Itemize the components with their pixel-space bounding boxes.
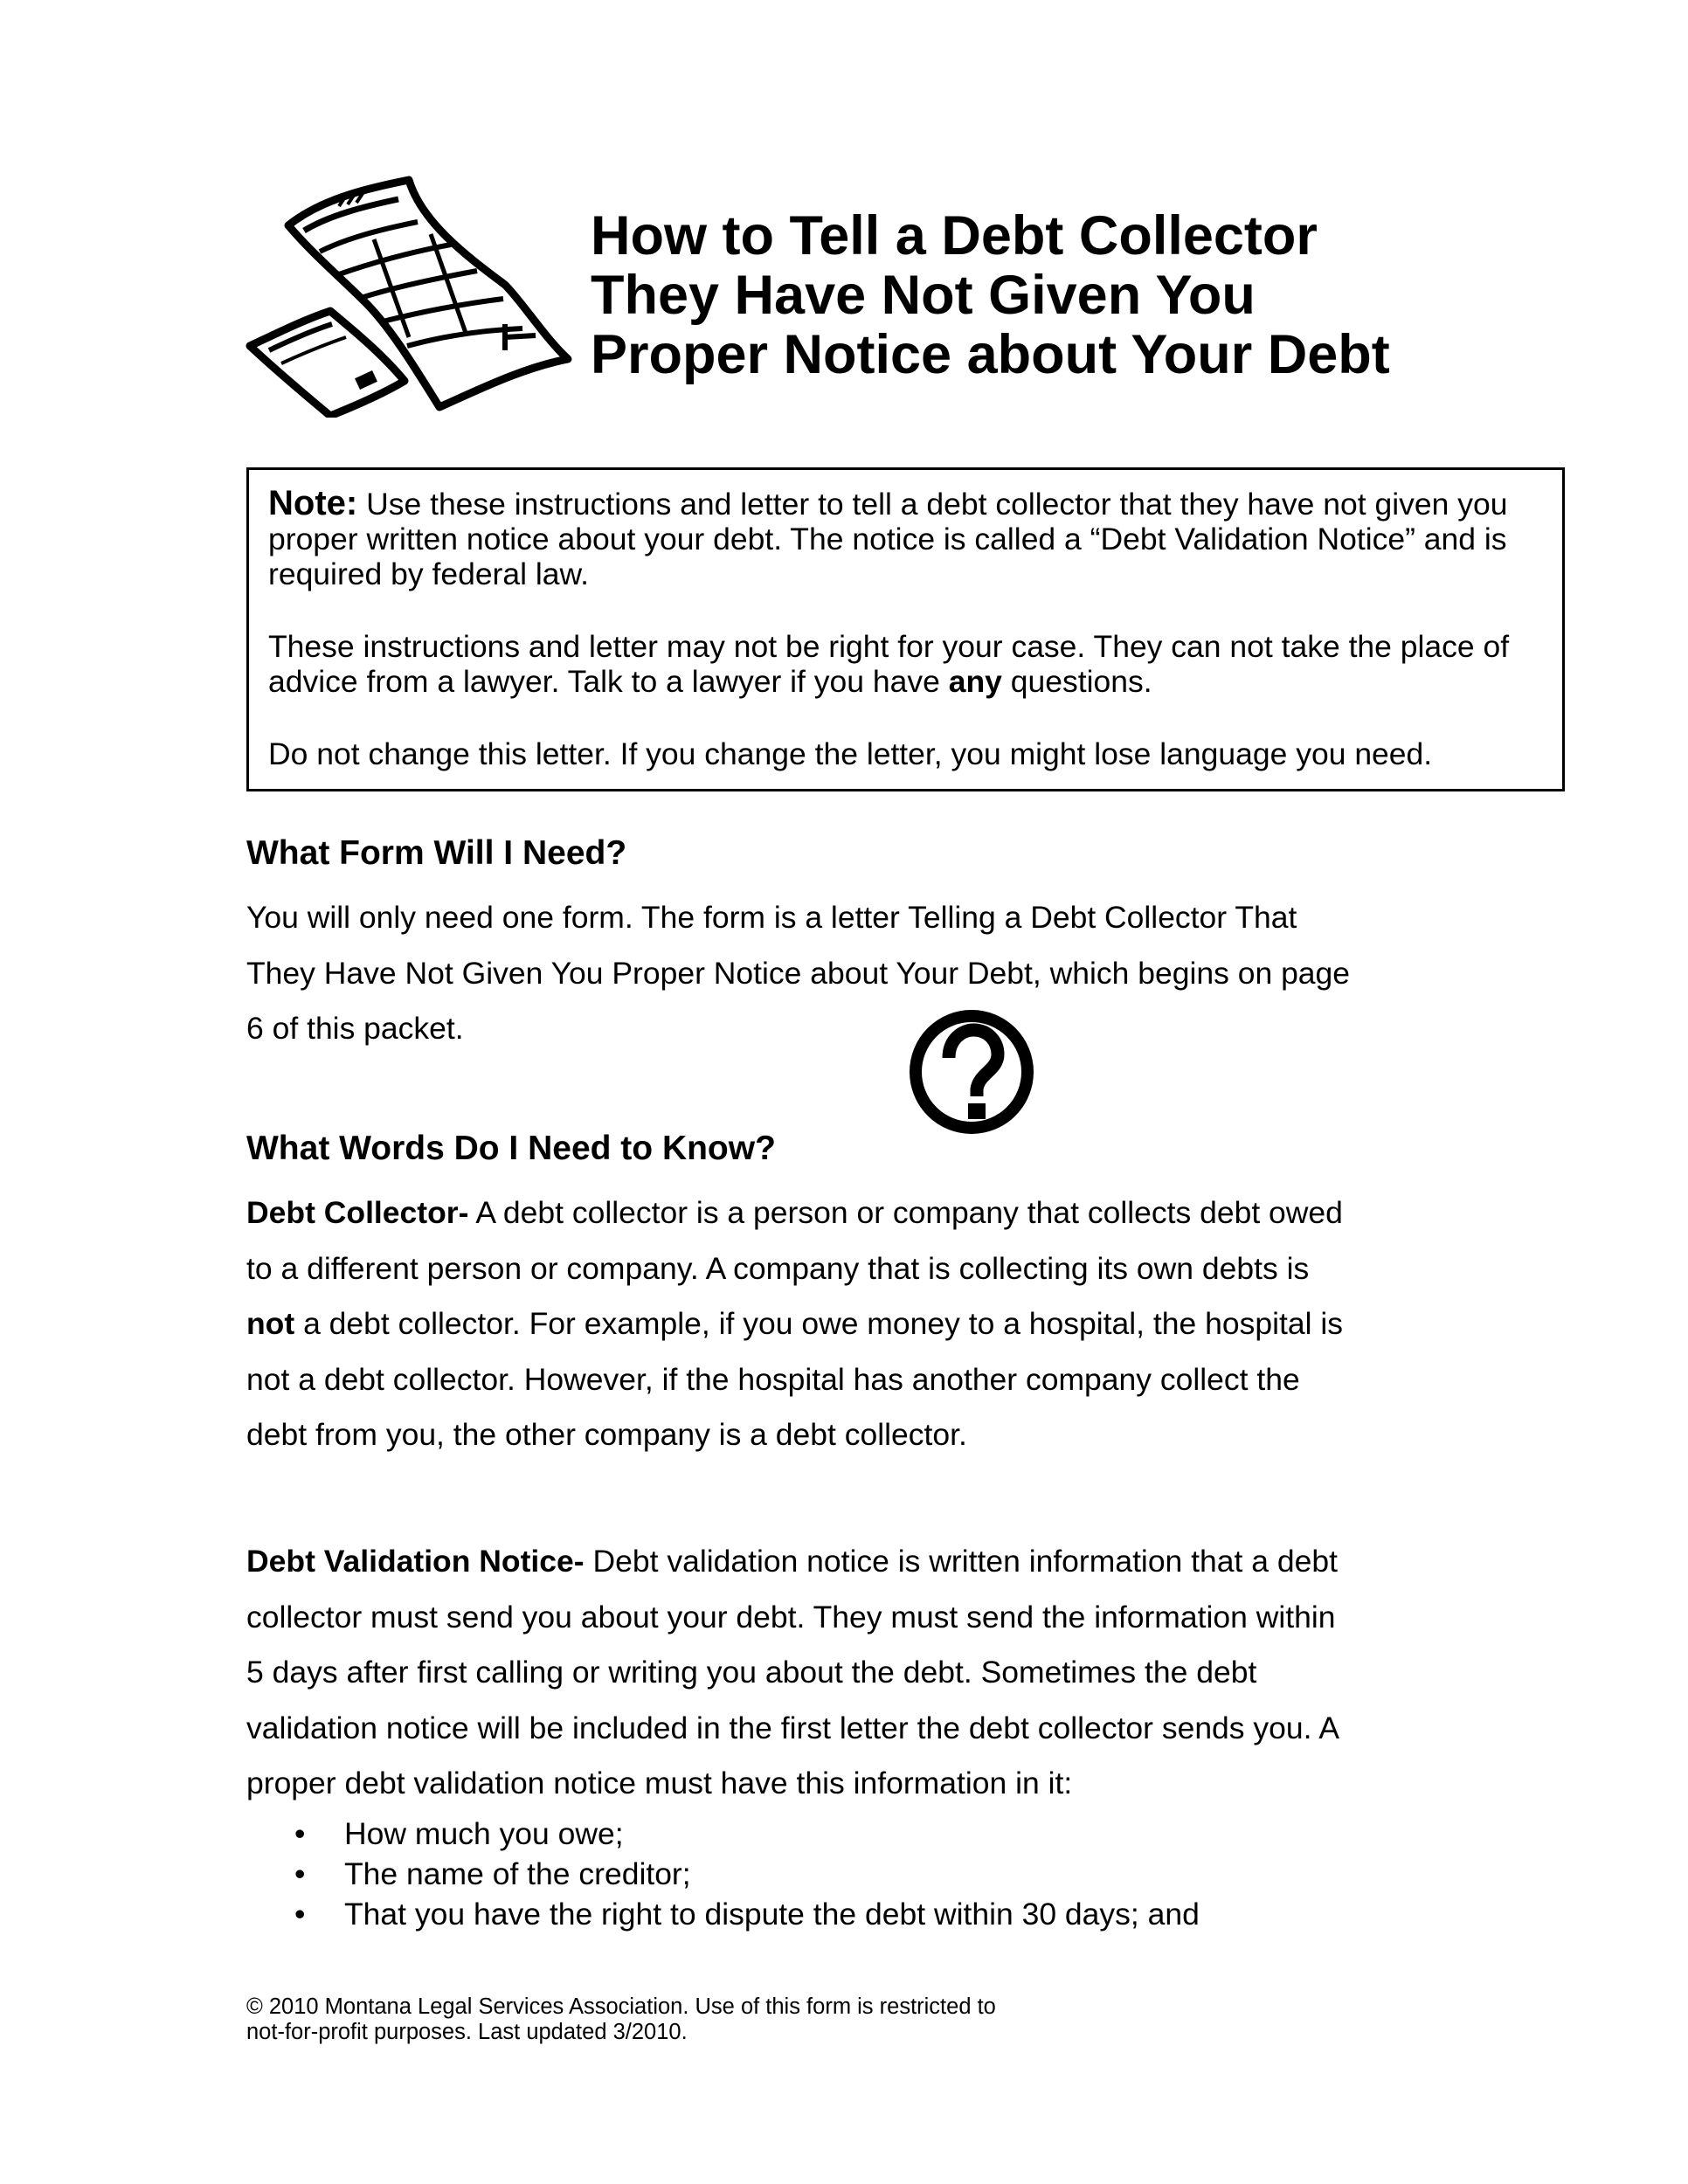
title-line: Proper Notice about Your Debt [591, 324, 1390, 385]
note-text: These instructions and letter may not be right for your case. They can not take the place of advice from a lawyer. Talk to a lawyer if you have [268, 629, 1510, 699]
definition-text: A debt collector is a person or company that collects debt owed [468, 1195, 1343, 1230]
note-text: Use these instructions and letter to tell a debt collector that they have not given you proper written notice about your debt. The notice is called a “Debt Validation Notice” and is required by federal law. [268, 487, 1508, 591]
bullet-mark: • [294, 1856, 306, 1891]
definition-text: a debt collector. For example, if you owe money to a hospital, the hospital is [294, 1306, 1343, 1341]
question-mark-circle-icon [907, 1007, 1036, 1137]
term-debt-validation-notice: Debt Validation Notice- [246, 1544, 585, 1579]
copyright-footer [246, 1994, 996, 2045]
text-line: They Have Not Given You Proper Notice about Your Debt, which begins on page [246, 955, 1351, 991]
text-line: to a different person or company. A company that is collecting its own debts is [246, 1250, 1310, 1286]
form-paragraph [246, 890, 1452, 1057]
heading-what-form: What Form Will I Need? [246, 834, 627, 872]
heading-what-words: What Words Do I Need to Know? [246, 1130, 776, 1167]
definition-text: Debt validation notice is written information that a debt [584, 1544, 1338, 1579]
bills-and-card-icon [243, 171, 575, 418]
bullet-mark: • [294, 1816, 306, 1851]
text-line: 5 days after first calling or writing you about the debt. Sometimes the debt [246, 1655, 1257, 1690]
text-line: not a debt collector. However, if the hospital has another company collect the [246, 1361, 1300, 1397]
text-line [246, 1534, 1452, 1590]
list-item-text: That you have the right to dispute the debt within 30 days; and [344, 1897, 1200, 1932]
note-label: Note: [268, 484, 358, 522]
emphasis-any: any [948, 664, 1002, 699]
list-item [246, 1814, 1200, 1854]
list-item [246, 1854, 1200, 1894]
footer-line: © 2010 Montana Legal Services Association. Use of this form is restricted to [246, 1994, 996, 2019]
emphasis-not: not [246, 1306, 295, 1341]
note-paragraph [268, 629, 1543, 699]
title-line: How to Tell a Debt Collector [591, 205, 1318, 266]
text-line: 6 of this packet. [246, 1011, 464, 1046]
note-text: questions. [1001, 664, 1152, 699]
text-line: collector must send you about your debt. They must send the information within [246, 1599, 1336, 1635]
text-line: You will only need one form. The form is a letter Telling a Debt Collector That [246, 900, 1297, 935]
text-line [246, 1296, 1452, 1352]
bullet-mark: • [294, 1897, 306, 1932]
text-line: proper debt validation notice must have this information in it: [246, 1766, 1073, 1800]
list-item-text: The name of the creditor; [344, 1856, 691, 1891]
definition-debt-validation-notice [246, 1534, 1452, 1812]
list-item-text: How much you owe; [344, 1816, 624, 1851]
page-title [591, 206, 1390, 384]
text-line: debt from you, the other company is a debt collector. [246, 1417, 967, 1452]
definition-debt-collector [246, 1185, 1452, 1463]
term-debt-collector: Debt Collector- [246, 1195, 469, 1230]
note-paragraph: Do not change this letter. If you change the letter, you might lose language you need. [268, 736, 1433, 771]
text-line [246, 1185, 1452, 1241]
list-item [246, 1894, 1200, 1934]
note-paragraph [268, 486, 1543, 591]
title-line: They Have Not Given You [591, 265, 1256, 326]
note-box [246, 467, 1565, 791]
footer-line: not-for-profit purposes. Last updated 3/2010. [246, 2020, 688, 2044]
text-line: validation notice will be included in the first letter the debt collector sends you. A [246, 1710, 1340, 1745]
required-info-list [246, 1814, 1200, 1934]
